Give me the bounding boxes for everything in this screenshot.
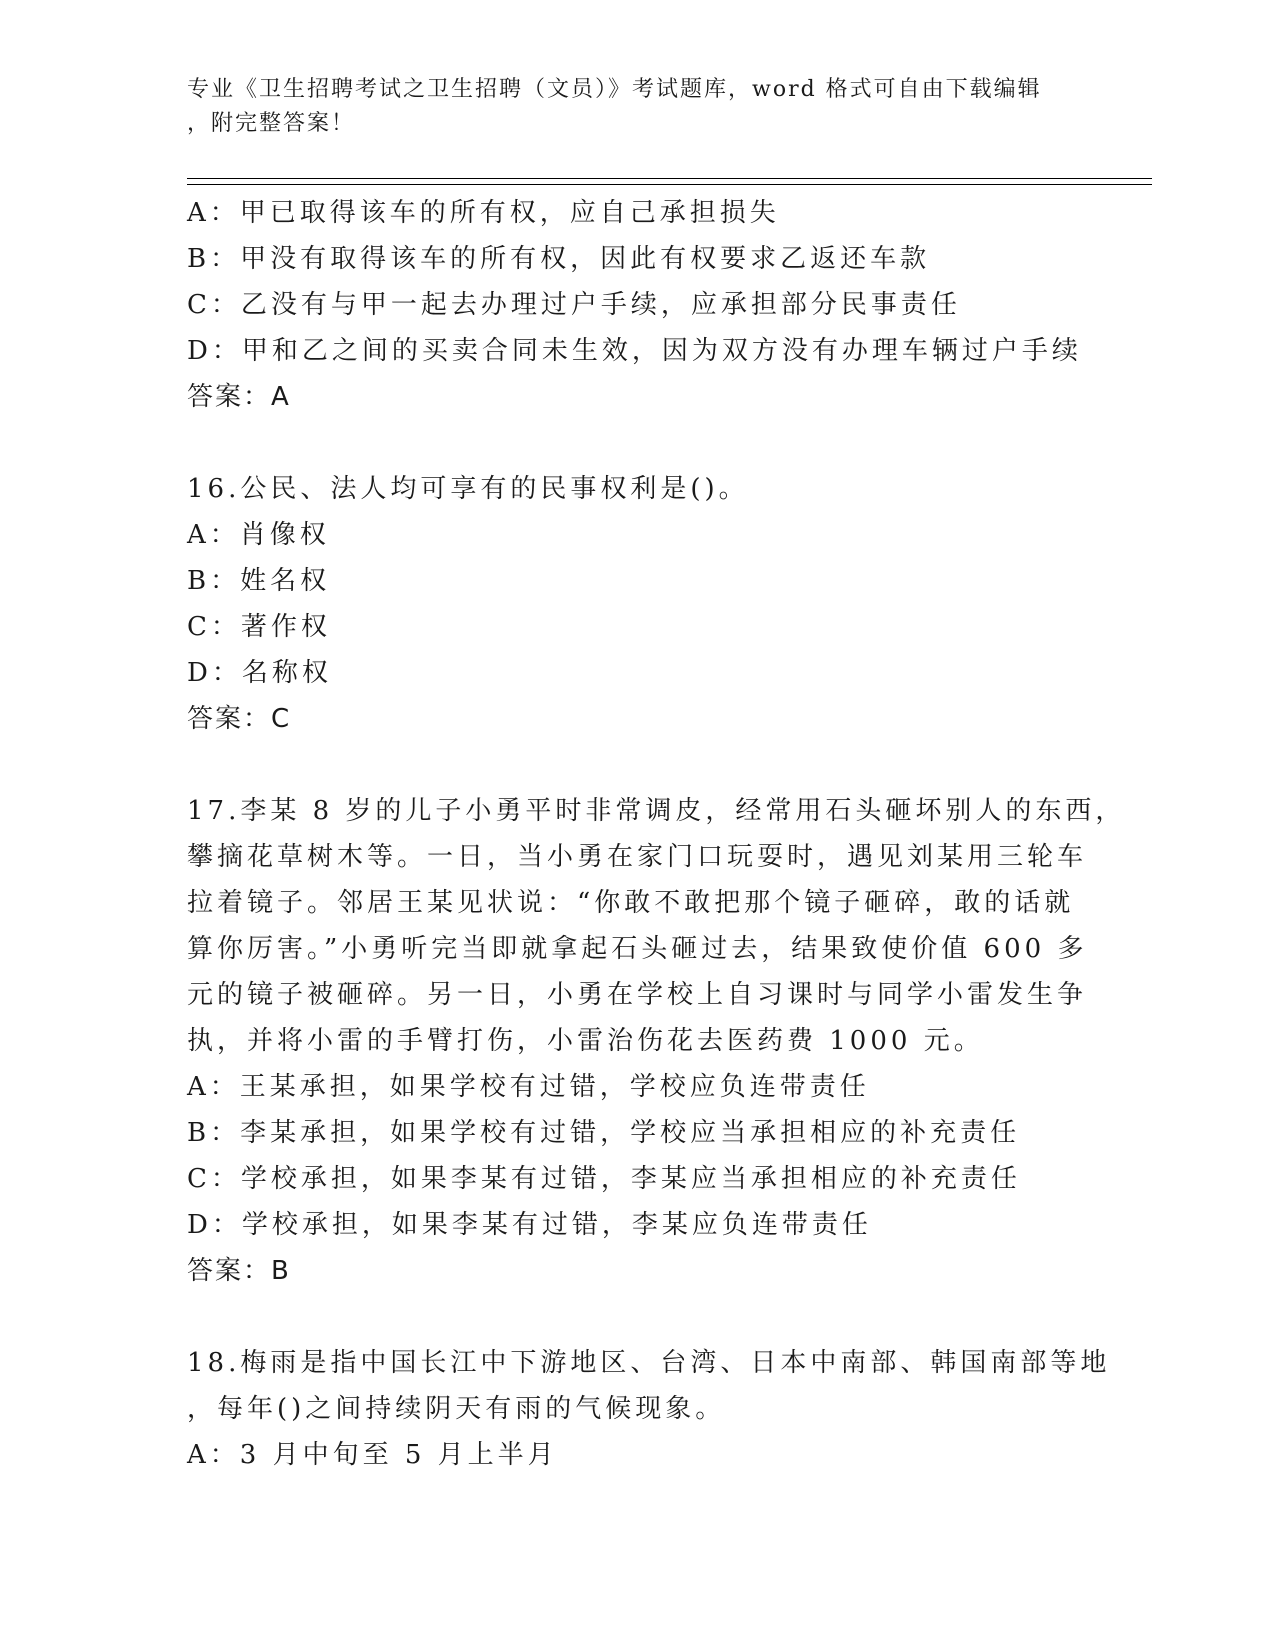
question-stem-line: ，每年()之间持续阴天有雨的气候现象。 (187, 1394, 726, 1424)
option-a: A：王某承担，如果学校有过错，学校应负连带责任 (187, 1072, 870, 1102)
option-b: B：姓名权 (187, 566, 331, 596)
question-stem-line: 元的镜子被砸碎。另一日，小勇在学校上自习课时与同学小雷发生争 (187, 980, 1088, 1010)
option-a: A：3 月中旬至 5 月上半月 (187, 1440, 558, 1470)
header-line-1: 专业《卫生招聘考试之卫生招聘（文员）》考试题库，word 格式可自由下载编辑 (187, 77, 1042, 102)
question-15 (187, 190, 1087, 420)
option-b: B：李某承担，如果学校有过错，学校应当承担相应的补充责任 (187, 1118, 1021, 1148)
question-17 (187, 788, 1126, 1294)
question-list (187, 190, 1126, 1478)
header-line-2: ，附完整答案！ (187, 111, 356, 136)
question-stem-line: 17.李某 8 岁的儿子小勇平时非常调皮，经常用石头砸坏别人的东西， (187, 796, 1126, 826)
option-d: D：名称权 (187, 658, 332, 688)
header-divider-bottom (187, 184, 1152, 185)
option-c: C：著作权 (187, 612, 331, 642)
option-d: D：甲和乙之间的买卖合同未生效，因为双方没有办理车辆过户手续 (187, 336, 1082, 366)
answer: 答案：C (187, 704, 292, 734)
header-divider-top (187, 178, 1152, 179)
question-stem-line: 算你厉害。”小勇听完当即就拿起石头砸过去，结果致使价值 600 多 (187, 934, 1088, 964)
option-c: C：乙没有与甲一起去办理过户手续，应承担部分民事责任 (187, 290, 961, 320)
answer: 答案：A (187, 382, 291, 412)
option-a: A：肖像权 (187, 520, 330, 550)
option-a: A：甲已取得该车的所有权，应自己承担损失 (187, 198, 780, 228)
question-stem: 16.公民、法人均可享有的民事权利是()。 (187, 474, 749, 504)
option-b: B：甲没有取得该车的所有权，因此有权要求乙返还车款 (187, 244, 931, 274)
question-stem-line: 执，并将小雷的手臂打伤，小雷治伤花去医药费 1000 元。 (187, 1026, 984, 1056)
question-stem-line: 18.梅雨是指中国长江中下游地区、台湾、日本中南部、韩国南部等地 (187, 1348, 1111, 1378)
question-16 (187, 466, 1087, 742)
question-stem-line: 攀摘花草树木等。一日，当小勇在家门口玩耍时，遇见刘某用三轮车 (187, 842, 1088, 872)
option-d: D：学校承担，如果李某有过错，李某应负连带责任 (187, 1210, 872, 1240)
document-header (187, 73, 1087, 141)
question-18 (187, 1340, 1111, 1478)
option-c: C：学校承担，如果李某有过错，李某应当承担相应的补充责任 (187, 1164, 1021, 1194)
question-stem-line: 拉着镜子。邻居王某见状说：“你敢不敢把那个镜子砸碎，敢的话就 (187, 888, 1075, 918)
answer: 答案：B (187, 1256, 291, 1286)
